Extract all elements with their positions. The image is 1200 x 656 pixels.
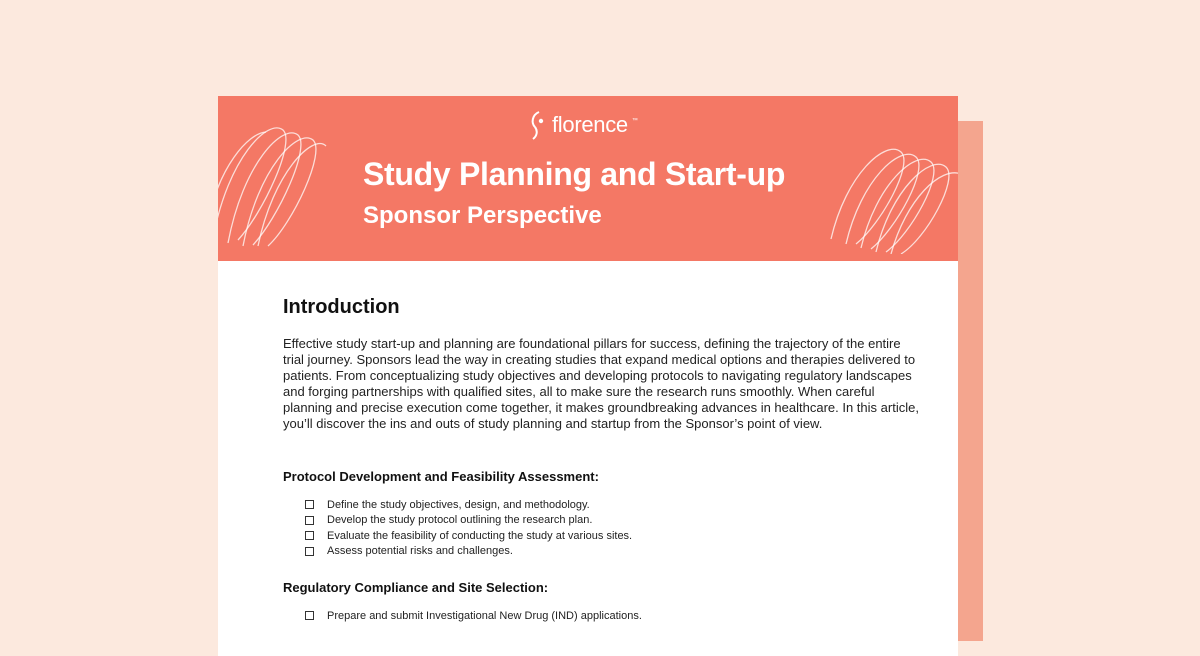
checklist-item [305,544,923,560]
section-heading-protocol: Protocol Development and Feasibility Assessment: [283,469,599,484]
checklist-item [305,528,923,544]
checklist-item [305,608,923,624]
checklist-item-text: Assess potential risks and challenges. [327,545,513,558]
florence-logo [526,108,638,142]
checklist-item-text: Develop the study protocol outlining the research plan. [327,514,593,527]
document-title: Study Planning and Start-up [363,156,786,192]
document-page [218,96,958,656]
checklist-item [305,497,923,513]
checklist-regulatory [305,608,923,624]
introduction-paragraph: Effective study start-up and planning are foundational pillars for success, defining the trajectory of the entire trial journey. Sponsors lead the way in creating studies that expand medical options and therapies delivered to patients. From conceptualizing study objectives and developing protocols to navigating regulatory landscapes and forging partnerships with qualified sites, all to make sure the research runs smoothly. When careful planning and precise execution come together, it makes groundbreaking advances in healthcare. In this article, you’ll discover the ins and outs of study planning and startup from the Sponsor’s point of view. [283,336,919,431]
checklist-item-text: Prepare and submit Investigational New Drug (IND) applications. [327,609,642,622]
brand-name: florence [552,112,628,137]
checklist-item-text: Define the study objectives, design, and methodology. [327,498,590,511]
document-subtitle: Sponsor Perspective [363,202,602,229]
checkbox-icon [305,531,314,540]
section-heading-regulatory: Regulatory Compliance and Site Selection: [283,580,549,595]
checkbox-icon [305,516,314,525]
swirl-decoration-right-icon [826,144,958,254]
checklist-item-text: Evaluate the feasibility of conducting the study at various sites. [327,529,633,542]
brand-trademark: ™ [631,118,638,124]
checkbox-icon [305,547,314,556]
checkbox-icon [305,500,314,509]
header-banner [218,96,958,261]
introduction-heading: Introduction [283,296,400,318]
checkbox-icon [305,611,314,620]
checklist-protocol [305,497,923,559]
checklist-item [305,513,923,529]
document-content [283,296,923,624]
swirl-decoration-left-icon [218,118,328,248]
florence-logo-icon [526,109,548,141]
